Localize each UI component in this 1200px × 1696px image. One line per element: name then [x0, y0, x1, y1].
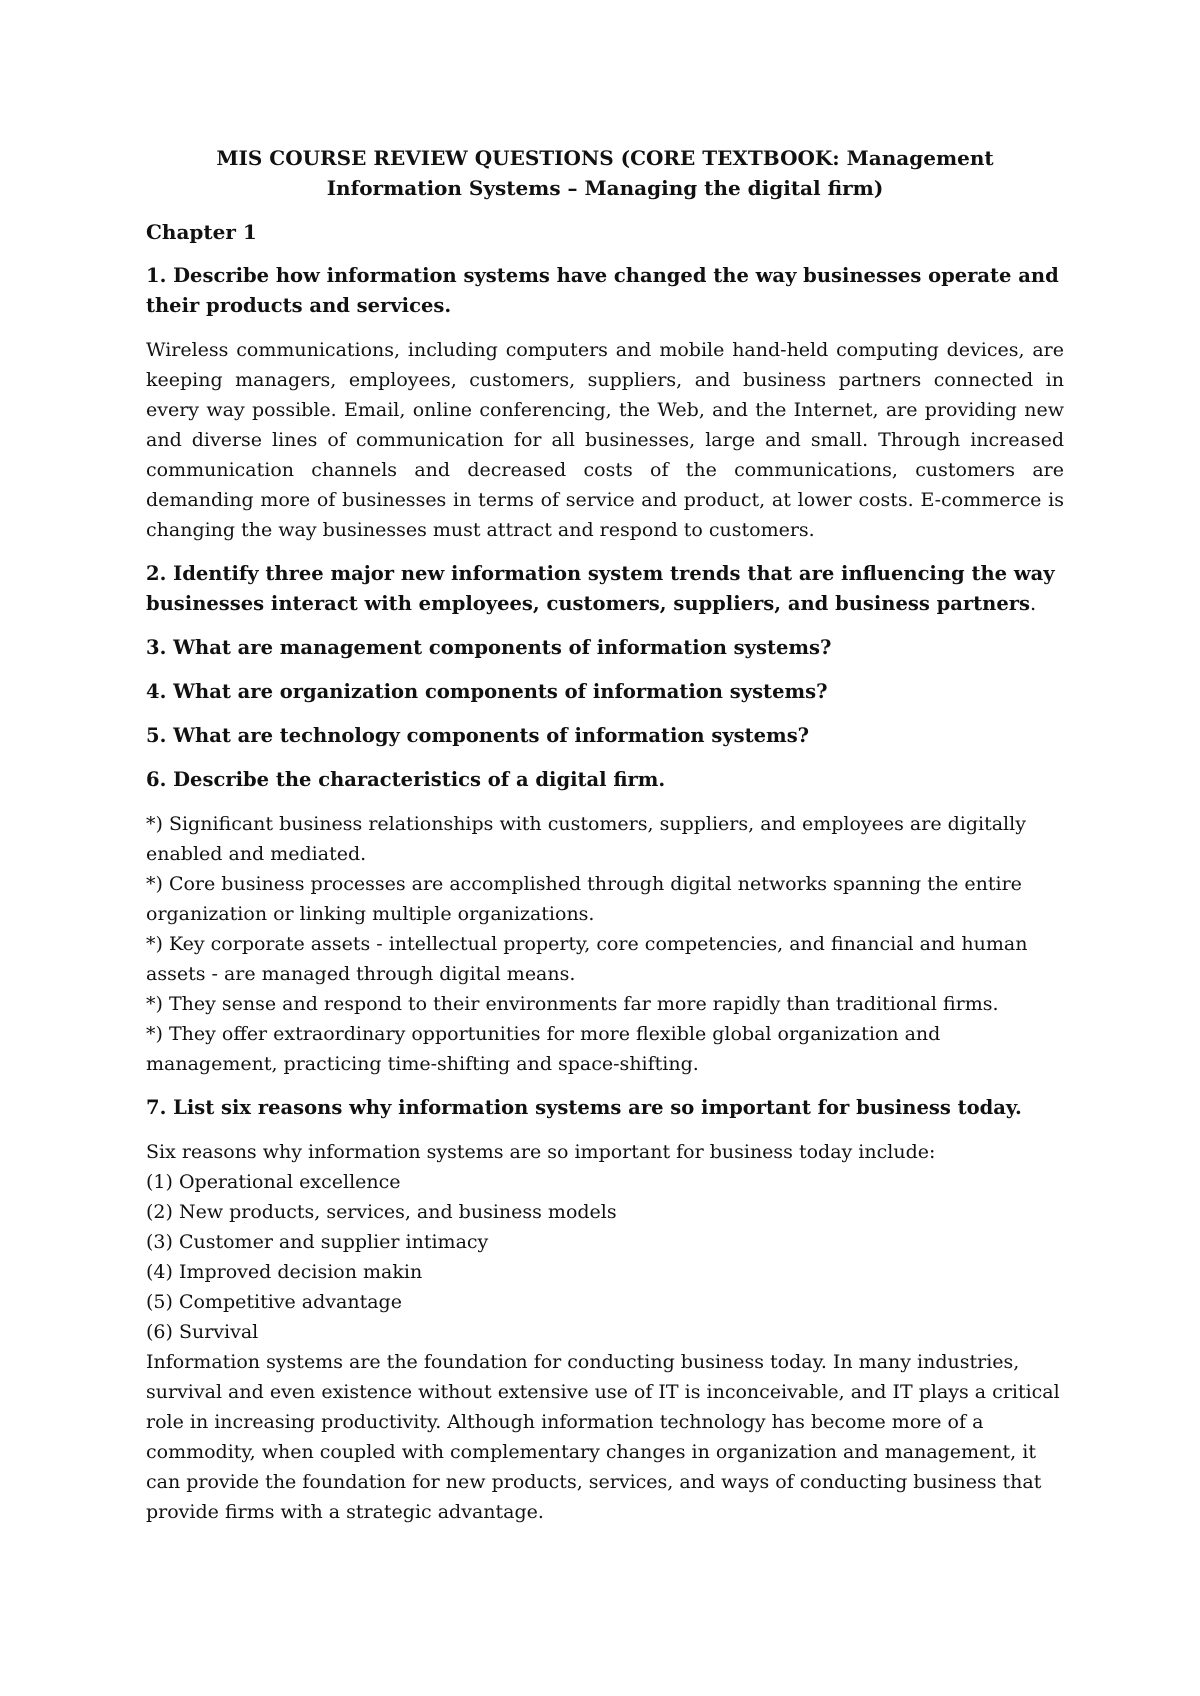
question-3: 3. What are management components of information systems? [146, 636, 832, 659]
answer-6-item: *) They sense and respond to their environments far more rapidly than traditional firms. [146, 993, 999, 1015]
answer-7-item: (3) Customer and supplier intimacy [146, 1231, 489, 1253]
answer-7-item: (1) Operational excellence [146, 1171, 401, 1193]
question-7: 7. List six reasons why information systems are so important for business today. [146, 1096, 1022, 1119]
question-2-period: . [1029, 592, 1037, 615]
question-1: 1. Describe how information systems have changed the way businesses operate and their products and services. [146, 264, 1059, 317]
question-2-text: 2. Identify three major new information system trends that are influencing the way businesses interact with employees, customers, suppliers, and business partners [146, 562, 1055, 615]
answer-7-item: (2) New products, services, and business models [146, 1201, 617, 1223]
title-line-1: MIS COURSE REVIEW QUESTIONS (CORE TEXTBOOK: Management [216, 146, 994, 170]
question-2 [146, 559, 1064, 619]
answer-7-item: (5) Competitive advantage [146, 1291, 402, 1313]
document-page [146, 143, 1064, 1541]
answer-6-item: *) Core business processes are accomplished through digital networks spanning the entire organization or linking multiple organizations. [146, 873, 1022, 925]
answer-6-item: *) Significant business relationships with customers, suppliers, and employees are digitally enabled and mediated. [146, 813, 1026, 865]
chapter-heading: Chapter 1 [146, 220, 257, 244]
answer-1: Wireless communications, including computers and mobile hand-held computing devices, are keeping managers, employees, customers, suppliers, and business partners connected in every way possible. Email, online conferencing, the Web, and the Internet, are providing new and diverse lines of communication for all businesses, large and small. Through increased communication channels and decreased costs of the communications, customers are demanding more of businesses in terms of service and product, at lower costs. E-commerce is changing the way businesses must attract and respond to customers. [146, 339, 1064, 541]
answer-7-item: (6) Survival [146, 1321, 259, 1343]
question-4: 4. What are organization components of information systems? [146, 680, 828, 703]
document-title [146, 143, 1064, 203]
question-6: 6. Describe the characteristics of a digital firm. [146, 768, 666, 791]
question-5: 5. What are technology components of information systems? [146, 724, 810, 747]
answer-6 [146, 809, 1064, 1079]
answer-7-closing: Information systems are the foundation for conducting business today. In many industries, survival and even existence without extensive use of IT is inconceivable, and IT plays a critical role in increasing productivity. Although information technology has become more of a commodity, when coupled with complementary changes in organization and management, it can provide the foundation for new products, services, and ways of conducting business that provide firms with a strategic advantage. [146, 1351, 1060, 1523]
answer-6-item: *) They offer extraordinary opportunities for more flexible global organization and management, practicing time-shifting and space-shifting. [146, 1023, 941, 1075]
answer-7-intro: Six reasons why information systems are so important for business today include: [146, 1141, 936, 1163]
title-line-2: Information Systems – Managing the digital firm) [326, 176, 884, 200]
answer-7-item: (4) Improved decision makin [146, 1261, 423, 1283]
answer-6-item: *) Key corporate assets - intellectual property, core competencies, and financial and human assets - are managed through digital means. [146, 933, 1028, 985]
answer-7 [146, 1137, 1064, 1527]
